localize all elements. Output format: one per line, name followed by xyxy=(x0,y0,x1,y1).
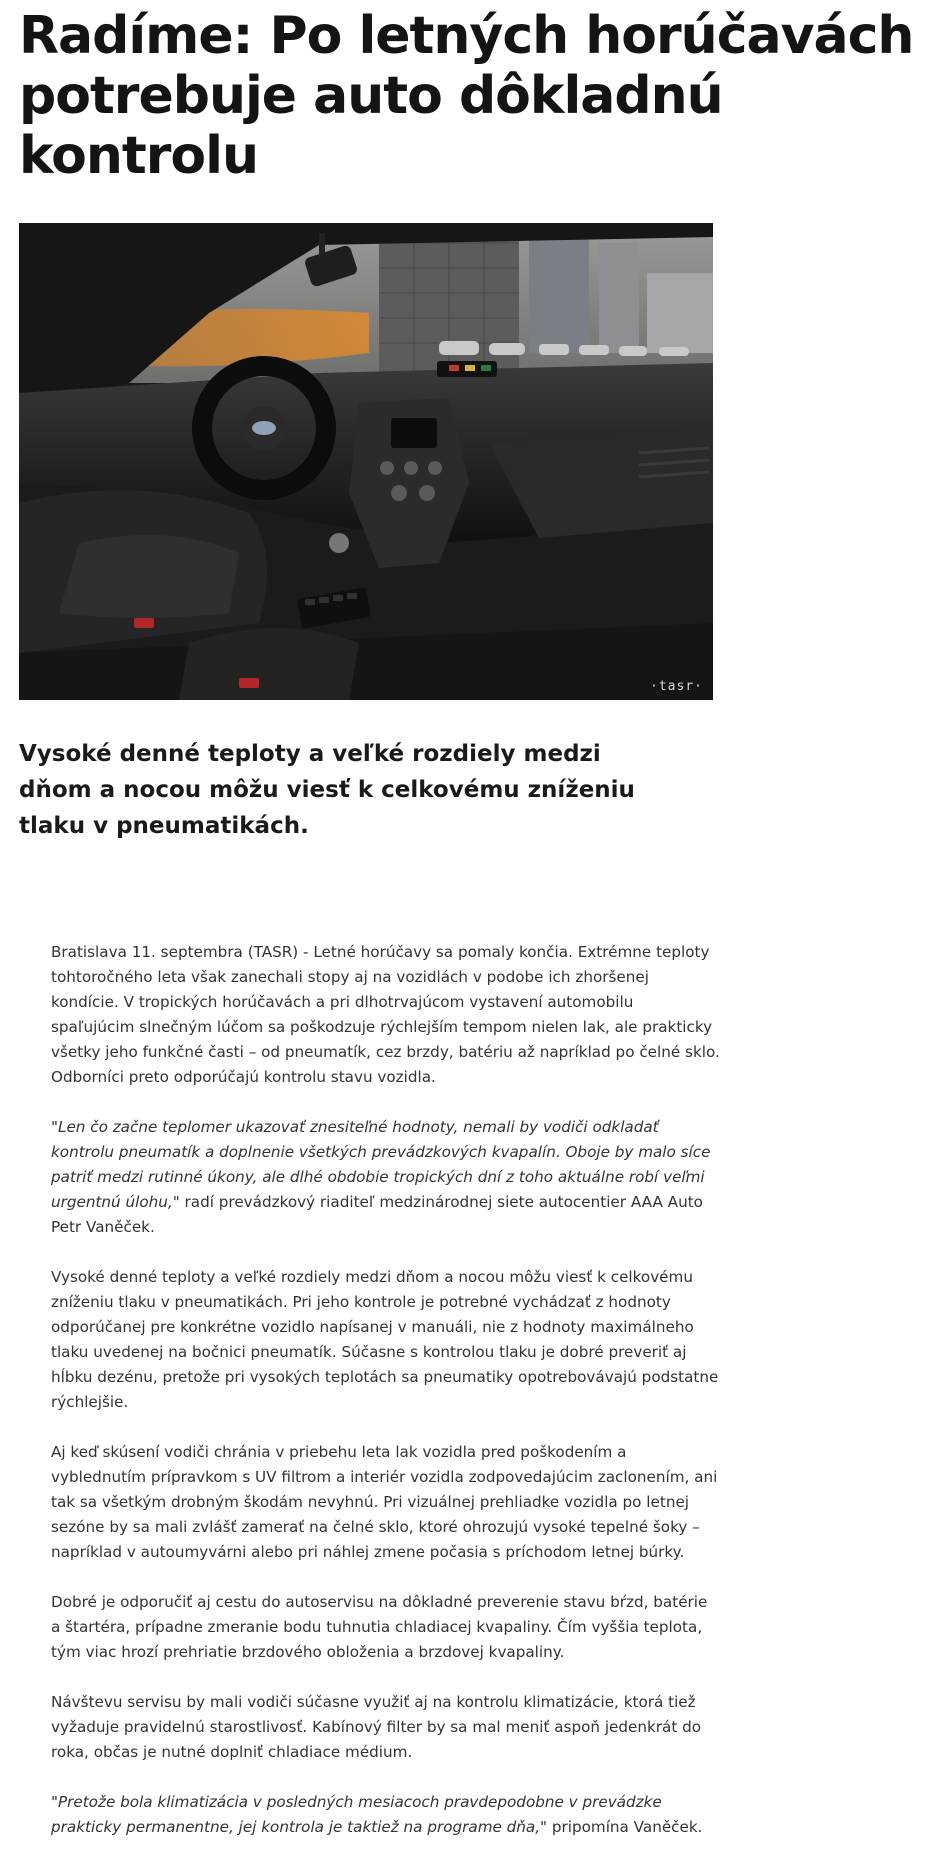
article-paragraph-text: Návštevu servisu by mali vodiči súčasne využiť aj na kontrolu klimatizácie, ktorá tiež vyžaduje pravidelnú starostlivosť. Kabínový filter by sa mal meniť aspoň jedenkrát do roka, občas je nutné doplniť chladiace médium. xyxy=(51,1693,702,1761)
article-paragraph-text: Aj keď skúsení vodiči chránia v priebehu leta lak vozidla pred poškodením a vyblednutím prípravkom s UV filtrom a interiér vozidla zodpovedajúcim zaclonením, ani tak sa všetkým drobným škodám nevyhnú. Pri vizuálnej prehliadke vozidla po letnej sezóne by sa mali zvlášť zamerať na čelné sklo, ktoré ohrozujú vysoké tepelné šoky – napríklad v autoumyvárni alebo pri náhlej zmene počasia s príchodom letnej búrky. xyxy=(51,1443,718,1561)
article-paragraph-text: pripomína Vaněček. xyxy=(547,1818,703,1836)
article-paragraph xyxy=(51,1115,721,1240)
article-paragraph xyxy=(51,1440,721,1565)
article-paragraph-text: Bratislava 11. septembra (TASR) - Letné horúčavy sa pomaly končia. Extrémne teploty tohtoročného leta však zanechali stopy aj na vozidlách v podobe ich zhoršenej kondície. V tropických horúčavách a pri dlhotrvajúcom vystavení automobilu spaľujúcim slnečným lúčom sa poškodzuje rýchlejším tempom nielen lak, ale prakticky všetky jeho funkčné časti – od pneumatík, cez brzdy, batériu až napríklad po čelné sklo. Odborníci preto odporúčajú kontrolu stavu vozidla. xyxy=(51,943,720,1086)
article-body xyxy=(51,940,721,1865)
article-paragraph-text: Dobré je odporučiť aj cestu do autoservisu na dôkladné preverenie stavu bŕzd, batérie a štartéra, prípadne zmeranie bodu tuhnutia chladiacej kvapaliny. Čím vyššia teplota, tým viac hrozí prehriatie brzdového obloženia a brzdovej kvapaliny. xyxy=(51,1593,708,1661)
article-paragraph-text: radí prevádzkový riaditeľ medzinárodnej siete autocentier AAA Auto Petr Vaněček. xyxy=(51,1193,703,1236)
article-paragraph xyxy=(51,940,721,1090)
article-quote: "Len čo začne teplomer ukazovať znesiteľné hodnoty, nemali by vodiči odkladať kontrolu pneumatík a doplnenie všetkých prevádzkových kvapalín. Oboje by malo síce patriť medzi rutinné úkony, ale dlhé obdobie tropických dní z toho aktuálne robí veľmi urgentnú úlohu," xyxy=(51,1118,711,1211)
article-paragraph xyxy=(51,1690,721,1765)
article-hero-image xyxy=(19,223,713,700)
article-quote: "Pretože bola klimatizácia v posledných mesiacoch pravdepodobne v prevádzke prakticky permanentne, jej kontrola je taktiež na programe dňa," xyxy=(51,1793,662,1836)
car-interior-illustration xyxy=(19,223,713,700)
article-paragraph-text: Vysoké denné teploty a veľké rozdiely medzi dňom a nocou môžu viesť k celkovému zníženiu tlaku v pneumatikách. Pri jeho kontrole je potrebné vychádzať z hodnoty odporúčanej pre konkrétne vozidlo napísanej v manuáli, nie z hodnoty maximálneho tlaku uvedenej na bočnici pneumatík. Súčasne s kontrolou tlaku je dobré preveriť aj hĺbku dezénu, pretože pri vysokých teplotách sa pneumatiky opotrebovávajú podstatne rýchlejšie. xyxy=(51,1268,719,1411)
article-paragraph xyxy=(51,1265,721,1415)
photo-agency-watermark: ·tasr· xyxy=(650,679,703,694)
article-headline: Radíme: Po letných horúčavách potrebuje auto dôkladnú kontrolu xyxy=(19,6,914,186)
article-paragraph xyxy=(51,1790,721,1840)
article-paragraph xyxy=(51,1590,721,1665)
article-perex: Vysoké denné teploty a veľké rozdiely medzi dňom a nocou môžu viesť k celkovému zníženiu tlaku v pneumatikách. xyxy=(19,741,635,839)
